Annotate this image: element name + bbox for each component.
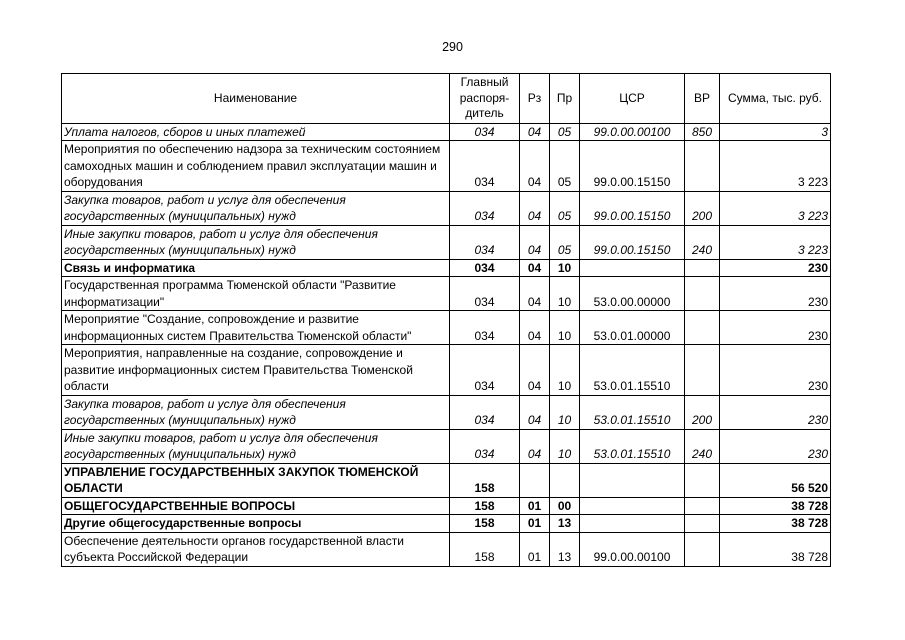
cell-subsection: 10	[550, 429, 580, 463]
cell-name: Закупка товаров, работ и услуг для обеспечения государственных (муниципальных) нужд	[62, 395, 450, 429]
cell-section: 04	[520, 141, 550, 192]
cell-name: Мероприятия, направленные на создание, сопровождение и развитие информационных систем Правительства Тюменской области	[62, 345, 450, 396]
table-row	[62, 259, 831, 277]
table-row	[62, 345, 831, 396]
cell-target-article: 53.0.01.00000	[580, 311, 685, 345]
cell-section: 04	[520, 311, 550, 345]
table-body	[62, 123, 831, 566]
cell-name: Мероприятие "Создание, сопровождение и развитие информационных систем Правительства Тюменской области"	[62, 311, 450, 345]
table-row	[62, 225, 831, 259]
cell-expense-type	[685, 532, 720, 566]
cell-target-article	[580, 497, 685, 515]
cell-expense-type	[685, 515, 720, 533]
cell-main-manager: 158	[450, 497, 520, 515]
cell-main-manager: 034	[450, 191, 520, 225]
cell-section: 01	[520, 515, 550, 533]
table-row	[62, 429, 831, 463]
cell-sum: 230	[720, 259, 831, 277]
table-header-row	[62, 74, 831, 124]
cell-main-manager: 034	[450, 277, 520, 311]
table-row	[62, 141, 831, 192]
cell-main-manager: 034	[450, 395, 520, 429]
cell-sum: 38 728	[720, 532, 831, 566]
cell-section: 04	[520, 225, 550, 259]
cell-section: 04	[520, 123, 550, 141]
cell-subsection: 10	[550, 395, 580, 429]
cell-subsection: 10	[550, 311, 580, 345]
cell-section	[520, 463, 550, 497]
cell-subsection: 05	[550, 123, 580, 141]
cell-target-article: 53.0.01.15510	[580, 395, 685, 429]
cell-subsection: 05	[550, 225, 580, 259]
cell-main-manager: 034	[450, 141, 520, 192]
cell-main-manager: 034	[450, 123, 520, 141]
cell-expense-type	[685, 463, 720, 497]
header-section: Рз	[520, 74, 550, 124]
cell-expense-type: 200	[685, 191, 720, 225]
cell-sum: 3 223	[720, 225, 831, 259]
cell-name: Другие общегосударственные вопросы	[62, 515, 450, 533]
cell-sum: 56 520	[720, 463, 831, 497]
header-expense-type: ВР	[685, 74, 720, 124]
cell-sum: 38 728	[720, 497, 831, 515]
cell-target-article: 99.0.00.00100	[580, 123, 685, 141]
header-main-manager: Главный распоря-дитель	[450, 74, 520, 124]
cell-sum: 230	[720, 429, 831, 463]
table-row	[62, 123, 831, 141]
table-row	[62, 515, 831, 533]
cell-name: Уплата налогов, сборов и иных платежей	[62, 123, 450, 141]
cell-target-article: 99.0.00.00100	[580, 532, 685, 566]
cell-expense-type: 240	[685, 225, 720, 259]
cell-main-manager: 158	[450, 463, 520, 497]
cell-sum: 230	[720, 311, 831, 345]
cell-subsection: 13	[550, 515, 580, 533]
header-subsection: Пр	[550, 74, 580, 124]
cell-sum: 230	[720, 345, 831, 396]
cell-sum: 230	[720, 277, 831, 311]
cell-subsection: 05	[550, 141, 580, 192]
cell-target-article: 53.0.01.15510	[580, 345, 685, 396]
cell-target-article: 53.0.01.15510	[580, 429, 685, 463]
cell-name: Закупка товаров, работ и услуг для обеспечения государственных (муниципальных) нужд	[62, 191, 450, 225]
cell-expense-type: 200	[685, 395, 720, 429]
cell-subsection: 13	[550, 532, 580, 566]
cell-expense-type	[685, 497, 720, 515]
cell-subsection: 10	[550, 259, 580, 277]
cell-expense-type	[685, 141, 720, 192]
cell-expense-type: 240	[685, 429, 720, 463]
cell-subsection: 05	[550, 191, 580, 225]
cell-section: 04	[520, 259, 550, 277]
cell-subsection: 10	[550, 277, 580, 311]
cell-main-manager: 034	[450, 225, 520, 259]
header-target-article: ЦСР	[580, 74, 685, 124]
cell-subsection	[550, 463, 580, 497]
cell-name: УПРАВЛЕНИЕ ГОСУДАРСТВЕННЫХ ЗАКУПОК ТЮМЕНСКОЙ ОБЛАСТИ	[62, 463, 450, 497]
cell-target-article	[580, 515, 685, 533]
cell-expense-type: 850	[685, 123, 720, 141]
cell-sum: 3	[720, 123, 831, 141]
cell-target-article: 99.0.00.15150	[580, 141, 685, 192]
cell-section: 04	[520, 345, 550, 396]
cell-main-manager: 034	[450, 429, 520, 463]
page-number: 290	[442, 40, 463, 54]
cell-main-manager: 158	[450, 515, 520, 533]
cell-expense-type	[685, 345, 720, 396]
cell-section: 01	[520, 532, 550, 566]
cell-section: 01	[520, 497, 550, 515]
cell-main-manager: 034	[450, 311, 520, 345]
table-row	[62, 311, 831, 345]
cell-main-manager: 034	[450, 259, 520, 277]
cell-section: 04	[520, 395, 550, 429]
cell-target-article: 99.0.00.15150	[580, 225, 685, 259]
table-row	[62, 395, 831, 429]
cell-sum: 230	[720, 395, 831, 429]
cell-expense-type	[685, 311, 720, 345]
header-sum: Сумма, тыс. руб.	[720, 74, 831, 124]
cell-target-article: 53.0.00.00000	[580, 277, 685, 311]
cell-expense-type	[685, 277, 720, 311]
cell-name: Обеспечение деятельности органов государственной власти субъекта Российской Федерации	[62, 532, 450, 566]
cell-main-manager: 158	[450, 532, 520, 566]
cell-target-article: 99.0.00.15150	[580, 191, 685, 225]
cell-subsection: 00	[550, 497, 580, 515]
cell-sum: 38 728	[720, 515, 831, 533]
cell-sum: 3 223	[720, 191, 831, 225]
cell-target-article	[580, 259, 685, 277]
table-row	[62, 191, 831, 225]
cell-name: Мероприятия по обеспечению надзора за техническим состоянием самоходных машин и соблюдением правил эксплуатации машин и оборудования	[62, 141, 450, 192]
cell-target-article	[580, 463, 685, 497]
header-name: Наименование	[62, 74, 450, 124]
cell-main-manager: 034	[450, 345, 520, 396]
cell-name: Государственная программа Тюменской области "Развитие информатизации"	[62, 277, 450, 311]
cell-name: Иные закупки товаров, работ и услуг для обеспечения государственных (муниципальных) нужд	[62, 225, 450, 259]
budget-table	[61, 73, 831, 567]
cell-subsection: 10	[550, 345, 580, 396]
cell-expense-type	[685, 259, 720, 277]
table-row	[62, 532, 831, 566]
table-row	[62, 497, 831, 515]
cell-name: ОБЩЕГОСУДАРСТВЕННЫЕ ВОПРОСЫ	[62, 497, 450, 515]
cell-name: Связь и информатика	[62, 259, 450, 277]
cell-section: 04	[520, 429, 550, 463]
table-row	[62, 463, 831, 497]
cell-sum: 3 223	[720, 141, 831, 192]
cell-name: Иные закупки товаров, работ и услуг для обеспечения государственных (муниципальных) нужд	[62, 429, 450, 463]
cell-section: 04	[520, 277, 550, 311]
cell-section: 04	[520, 191, 550, 225]
table-row	[62, 277, 831, 311]
